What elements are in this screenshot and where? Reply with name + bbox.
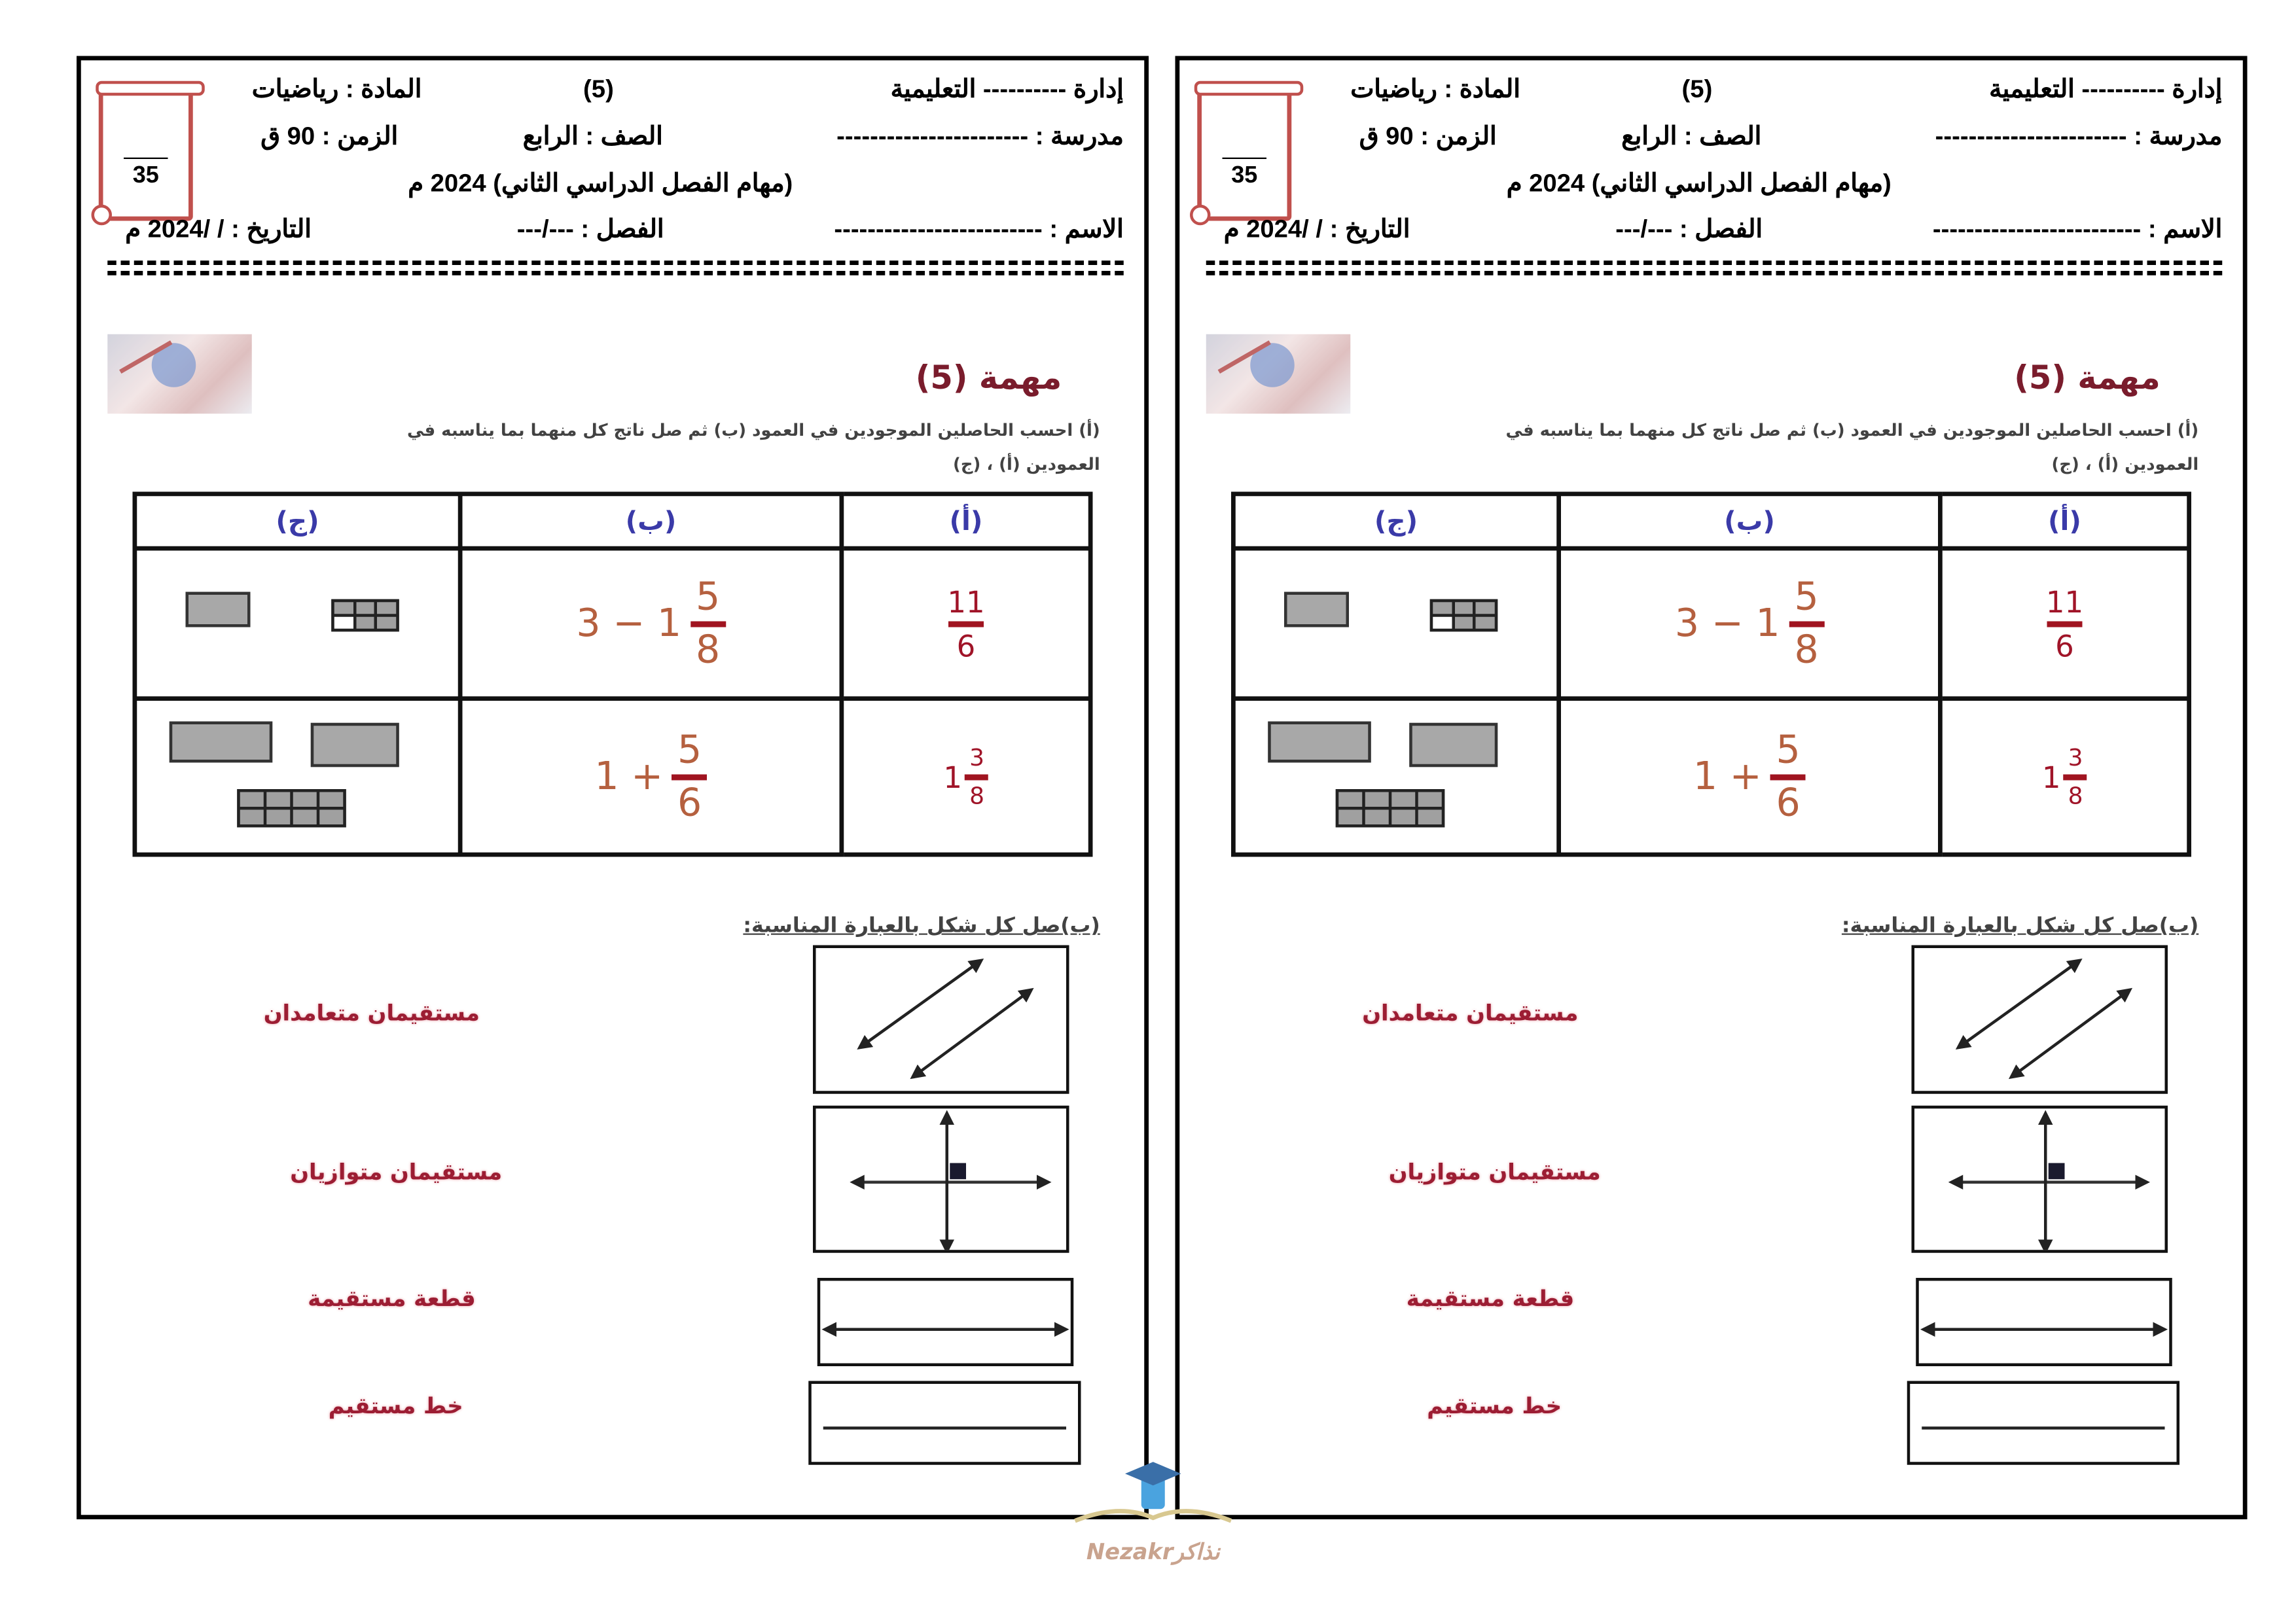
column-header-b: (ب) — [1559, 494, 1941, 548]
denominator: 8 — [695, 627, 721, 673]
column-header-c: (ج) — [135, 494, 460, 548]
eighths-model — [237, 789, 346, 828]
task-title: مهمة (5) — [2014, 361, 2161, 398]
header-admin: إدارة ---------- التعليمية — [890, 75, 1124, 103]
figure-perpendicular-lines — [813, 1106, 1069, 1253]
figure-perpendicular-lines — [1912, 1106, 2168, 1253]
model-cell-1 — [1233, 548, 1558, 699]
expression-cell-1 — [460, 548, 842, 699]
figure-intersecting-lines — [1912, 945, 2168, 1094]
expression-left: 3 − 1 — [1674, 601, 1780, 646]
watermark-text: Nezakrنذاكر — [1086, 1538, 1220, 1565]
denominator: 6 — [956, 627, 976, 663]
part-b-title: (ب)صل كل شكل بالعبارة المناسبة: — [743, 914, 1100, 938]
school-logo-image — [1206, 334, 1351, 414]
whole-model — [1268, 722, 1371, 763]
header-class-field: الفصل : ---/--- — [1615, 215, 1763, 243]
expression-cell-2 — [1559, 699, 1941, 855]
sixths-model — [1430, 599, 1498, 632]
figure-intersecting-lines — [813, 945, 1069, 1094]
watermark-logo — [1060, 1450, 1246, 1590]
header-grade: الصف : الرابع — [1621, 122, 1762, 150]
school-logo-image — [107, 334, 252, 414]
matching-table — [133, 492, 1093, 857]
numerator: 5 — [695, 574, 721, 620]
header-term-title: (مهام الفصل الدراسي الثاني) 2024 م — [408, 169, 793, 198]
task-instruction-line1: (أ) احسب الحاصلين الموجودين في العمود (ب) ثم صل ناتج كل منهما بما يناسبه في — [407, 419, 1100, 440]
label-perpendicular: مستقيمان متعامدان — [263, 999, 480, 1027]
header-admin: إدارة ---------- التعليمية — [1989, 75, 2223, 103]
fraction-cell-1 — [842, 548, 1090, 699]
two-lines-icon — [1914, 948, 2165, 1091]
whole-model — [1284, 592, 1349, 627]
header-term-title: (مهام الفصل الدراسي الثاني) 2024 م — [1506, 169, 1892, 198]
label-perpendicular: مستقيمان متعامدان — [1362, 999, 1579, 1027]
task-instruction-line1: (أ) احسب الحاصلين الموجودين في العمود (ب) ثم صل ناتج كل منهما بما يناسبه في — [1505, 419, 2199, 440]
expression-cell-1 — [1559, 548, 1941, 699]
eighths-model — [1336, 789, 1445, 828]
header-separator — [1206, 260, 2223, 275]
denominator: 6 — [677, 781, 702, 826]
header-task-number: (5) — [1681, 75, 1713, 103]
header-class-field: الفصل : ---/--- — [516, 215, 664, 243]
task-instruction-line2: العمودين (أ) ، (ج) — [953, 453, 1100, 474]
model-cell-1 — [135, 548, 460, 699]
label-parallel: مستقيمان متوازيان — [290, 1158, 503, 1186]
header-time: الزمن : 90 ق — [1359, 122, 1497, 150]
column-header-c: (ج) — [1233, 494, 1558, 548]
header-date-field: التاريخ : / /2024 م — [125, 215, 312, 243]
label-parallel: مستقيمان متوازيان — [1388, 1158, 1601, 1186]
whole-model — [311, 723, 399, 768]
sixths-model — [331, 599, 399, 632]
task-instruction-line2: العمودين (أ) ، (ج) — [2051, 453, 2199, 474]
numerator: 5 — [677, 728, 702, 773]
fraction-cell-1 — [1940, 548, 2189, 699]
perpendicular-lines-icon — [816, 1108, 1067, 1250]
two-lines-icon — [816, 948, 1067, 1091]
label-straight-line: خط مستقيم — [1427, 1392, 1562, 1419]
whole-model — [170, 722, 273, 763]
segment-line — [823, 1426, 1066, 1430]
header-name-field: الاسم : ------------------------- — [1932, 215, 2223, 243]
worksheet-page-2 — [1175, 56, 2248, 1520]
graduation-book-icon — [1060, 1450, 1246, 1538]
score-box — [99, 86, 193, 221]
fraction-cell-2 — [842, 699, 1090, 855]
expression-left: 1 + — [1693, 754, 1762, 799]
worksheet-page-1 — [77, 56, 1149, 1520]
header-subject: المادة : رياضيات — [251, 75, 422, 103]
header-name-field: الاسم : ------------------------- — [834, 215, 1124, 243]
numerator: 11 — [947, 584, 985, 620]
score-box — [1197, 86, 1291, 221]
score-blank-line — [124, 158, 168, 159]
header-date-field: التاريخ : / /2024 م — [1223, 215, 1410, 243]
figure-line-segment — [817, 1278, 1074, 1366]
figure-segment — [808, 1381, 1081, 1465]
figure-segment — [1907, 1381, 2179, 1465]
denominator: 8 — [969, 781, 985, 809]
header-subject: المادة : رياضيات — [1350, 75, 1520, 103]
line-arrows-icon — [820, 1281, 1071, 1364]
expression-left: 1 + — [594, 754, 664, 799]
denominator: 6 — [1776, 781, 1801, 826]
numerator: 5 — [1776, 728, 1801, 773]
score-total: 35 — [132, 163, 159, 188]
denominator: 8 — [2068, 781, 2083, 809]
perpendicular-lines-icon — [1914, 1108, 2165, 1250]
label-straight-line: خط مستقيم — [328, 1392, 463, 1419]
label-line-segment: قطعة مستقيمة — [1406, 1285, 1575, 1312]
score-total: 35 — [1231, 163, 1258, 188]
whole-number: 1 — [2041, 758, 2061, 794]
line-arrows-icon — [1919, 1281, 2170, 1364]
header-grade: الصف : الرابع — [522, 122, 663, 150]
numerator: 11 — [2045, 584, 2084, 620]
header-separator — [107, 260, 1124, 275]
whole-model — [1409, 723, 1498, 768]
numerator: 5 — [1794, 574, 1819, 620]
label-line-segment: قطعة مستقيمة — [308, 1285, 476, 1312]
header-school: مدرسة : ----------------------- — [1935, 122, 2223, 150]
header-school: مدرسة : ----------------------- — [836, 122, 1124, 150]
header-task-number: (5) — [583, 75, 614, 103]
model-cell-2 — [135, 699, 460, 855]
fraction-cell-2 — [1940, 699, 2189, 855]
matching-table — [1231, 492, 2191, 857]
denominator: 6 — [2055, 627, 2074, 663]
task-title: مهمة (5) — [915, 361, 1062, 398]
expression-cell-2 — [460, 699, 842, 855]
whole-model — [186, 592, 251, 627]
numerator: 3 — [969, 743, 985, 771]
numerator: 3 — [2068, 743, 2083, 771]
whole-number: 1 — [943, 758, 963, 794]
column-header-a: (أ) — [1940, 494, 2189, 548]
segment-line — [1922, 1426, 2164, 1430]
score-blank-line — [1223, 158, 1267, 159]
denominator: 8 — [1794, 627, 1819, 673]
expression-left: 3 − 1 — [576, 601, 682, 646]
model-cell-2 — [1233, 699, 1558, 855]
column-header-b: (ب) — [460, 494, 842, 548]
column-header-a: (أ) — [842, 494, 1090, 548]
figure-line-segment — [1916, 1278, 2172, 1366]
header-time: الزمن : 90 ق — [260, 122, 399, 150]
part-b-title: (ب)صل كل شكل بالعبارة المناسبة: — [1841, 914, 2199, 938]
